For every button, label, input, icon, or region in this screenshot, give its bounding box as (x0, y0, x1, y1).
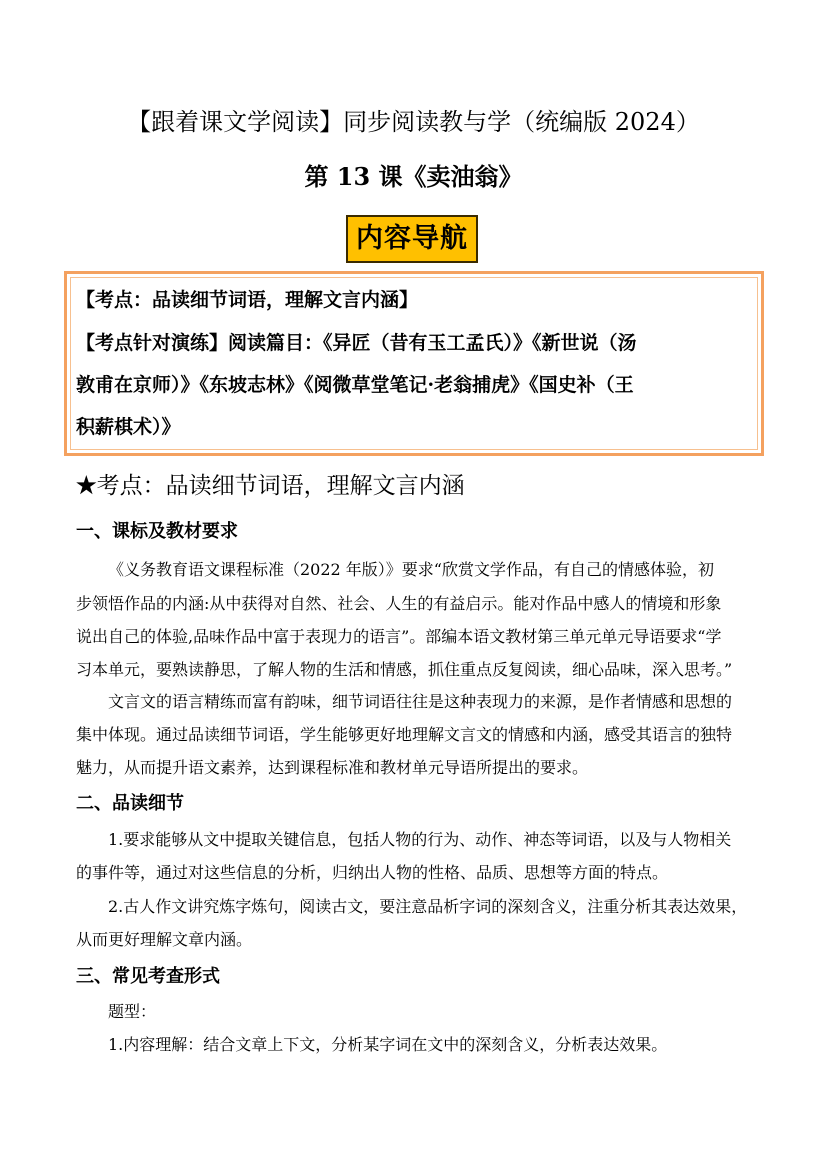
document-title: 【跟着课文学阅读】同步阅读教与学（统编版 2024） (127, 108, 700, 136)
key-point-heading (76, 469, 465, 503)
nav-line-3: 敦甫在京师）》《东坡志林》《阅微草堂笔记·老翁捕虎》《国史补（王 (76, 374, 634, 396)
nav-line-2: 【考点针对演练】阅读篇目：《异匠（昔有玉工孟氏）》《新世说（汤 (76, 332, 637, 354)
content-navigation-badge (346, 215, 478, 263)
section-2-line-2: 的事件等，通过对这些信息的分析，归纳出人物的性格、品质、思想等方面的特点。 (76, 863, 669, 882)
section-2-line-4: 从而更好理解文章内涵。 (76, 930, 253, 949)
lesson-title: 第 13 课《卖油翁》 (304, 162, 523, 191)
section-2-line-3: 2.古人作文讲究炼字炼句，阅读古文，要注意品析字词的深刻含义，注重分析其表达效果， (108, 897, 748, 916)
section-1-line-7: 魅力，从而提升语文素养，达到课程标准和教材单元导语所提出的要求。 (76, 758, 589, 777)
star-icon: ★ (76, 472, 97, 499)
section-1-line-5: 文言文的语言精练而富有韵味，细节词语往往是这种表现力的来源，是作者情感和思想的 (108, 692, 733, 711)
section-2-heading: 二、品读细节 (76, 793, 184, 814)
section-1-line-6: 集中体现。通过品读细节词语，学生能够更好地理解文言文的情感和内涵，感受其语言的独特 (76, 725, 733, 744)
section-1-heading: 一、课标及教材要求 (76, 521, 238, 542)
section-2-line-1: 1.要求能够从文中提取关键信息，包括人物的行为、动作、神态等词语，以及与人物相关 (108, 830, 732, 849)
nav-line-4: 积薪棋术）》 (76, 416, 181, 438)
section-1-line-3: 说出自己的体验,品味作品中富于表现力的语言”。部编本语文教材第三单元单元导语要求“学 (76, 627, 722, 646)
section-3-heading: 三、常见考查形式 (76, 966, 220, 987)
section-3-line-2: 1.内容理解：结合文章上下文，分析某字词在文中的深刻含义，分析表达效果。 (108, 1035, 668, 1054)
section-1-line-2: 步领悟作品的内涵:从中获得对自然、社会、人生的有益启示。能对作品中感人的情境和形象 (76, 594, 722, 613)
content-navigation-label: 内容导航 (356, 223, 468, 254)
key-point-heading-text: 考点：品读细节词语，理解文言内涵 (96, 473, 465, 499)
section-3-line-1: 题型： (108, 1002, 157, 1021)
section-1-line-4: 习本单元，要熟读静思，了解人物的生活和情感，抓住重点反复阅读，细心品味，深入思考。” (76, 660, 733, 679)
section-1-line-1: 《义务教育语文课程标准（2022 年版）》要求“欣赏文学作品，有自己的情感体验，初 (108, 560, 714, 579)
nav-line-1: 【考点：品读细节词语，理解文言内涵】 (76, 289, 419, 311)
